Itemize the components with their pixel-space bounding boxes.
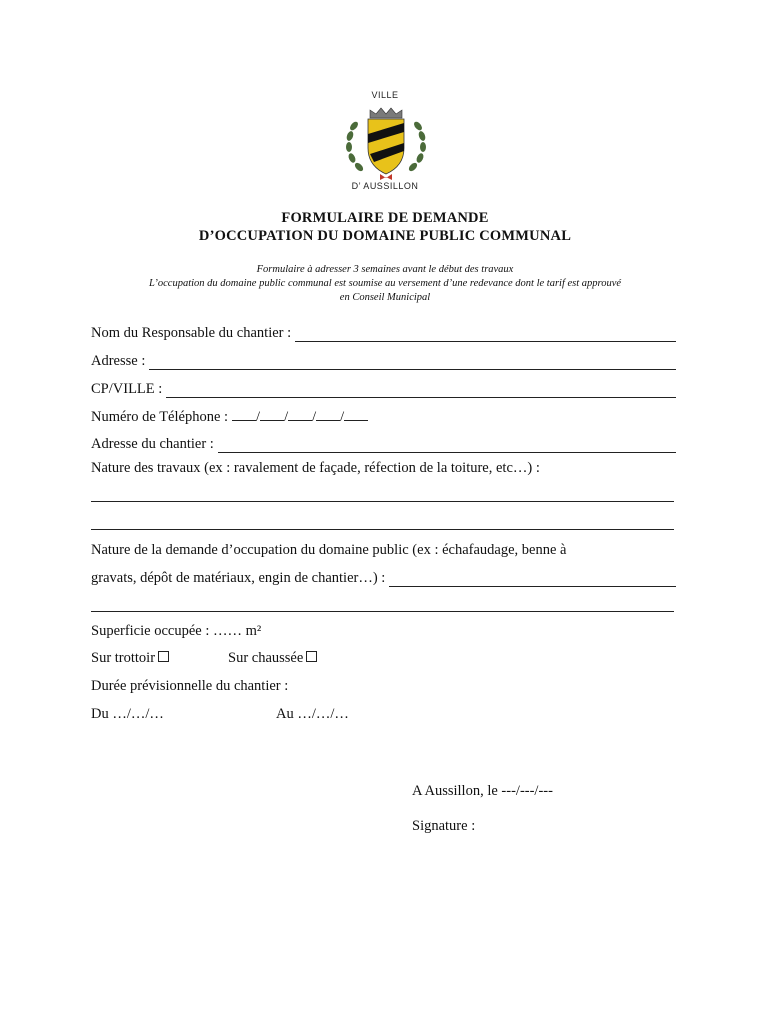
nature-travaux-line-2[interactable] — [91, 529, 674, 530]
form-title-line1: FORMULAIRE DE DEMANDE — [281, 210, 489, 226]
field-adresse-chantier-blank[interactable] — [218, 438, 676, 453]
field-cp-ville-label: CP/VILLE : — [91, 381, 163, 397]
field-nature-demande-label-2: gravats, dépôt de matériaux, engin de chantier…) : — [91, 570, 386, 586]
field-nature-demande-blank[interactable] — [389, 572, 676, 587]
field-responsable-blank[interactable] — [295, 327, 676, 342]
field-nature-demande-label-1: Nature de la demande d’occupation du domaine public (ex : échafaudage, benne à — [91, 542, 567, 558]
field-adresse-chantier-label: Adresse du chantier : — [91, 436, 214, 452]
coat-of-arms-icon — [340, 104, 432, 184]
option-trottoir — [91, 650, 169, 667]
option-chaussee — [228, 650, 317, 667]
note-redevance: L’occupation du domaine public communal est soumise au versement d’une redevance dont le tarif est approuvé — [148, 278, 622, 289]
nature-demande-line-2[interactable] — [91, 611, 674, 612]
note-conseil: en Conseil Municipal — [339, 292, 431, 303]
telephone-blanks[interactable]: / / / / — [232, 408, 368, 426]
commune-label: D’ AUSSILLON — [351, 181, 419, 191]
field-date-debut: Du …/…/… — [91, 706, 164, 722]
lieu-date: A Aussillon, le ---/---/--- — [412, 783, 553, 799]
field-adresse-chantier — [91, 433, 676, 453]
field-adresse-label: Adresse : — [91, 353, 146, 369]
form-title-line2: D’OCCUPATION DU DOMAINE PUBLIC COMMUNAL — [198, 228, 572, 244]
note-deadline: Formulaire à adresser 3 semaines avant le début des travaux — [256, 264, 514, 275]
option-chaussee-label: Sur chaussée — [228, 650, 304, 666]
chaussee-checkbox[interactable] — [306, 651, 317, 662]
field-telephone — [91, 406, 421, 426]
field-nature-demande — [91, 567, 676, 587]
field-date-fin: Au …/…/… — [276, 706, 349, 722]
field-nature-travaux-label: Nature des travaux (ex : ravalement de façade, réfection de la toiture, etc…) : — [91, 460, 540, 476]
trottoir-checkbox[interactable] — [158, 651, 169, 662]
field-cp-ville — [91, 378, 676, 398]
field-adresse-blank[interactable] — [149, 355, 676, 370]
field-responsable — [91, 322, 676, 342]
ville-label: VILLE — [371, 90, 399, 100]
nature-travaux-line-1[interactable] — [91, 501, 674, 502]
option-trottoir-label: Sur trottoir — [91, 650, 156, 666]
field-superficie: Superficie occupée : …… m² — [91, 623, 262, 639]
field-duree: Durée prévisionnelle du chantier : — [91, 678, 289, 694]
field-cp-ville-blank[interactable] — [166, 383, 676, 398]
field-telephone-label: Numéro de Téléphone : — [91, 409, 229, 425]
field-responsable-label: Nom du Responsable du chantier : — [91, 325, 292, 341]
signature-label: Signature : — [412, 818, 476, 834]
field-adresse — [91, 350, 676, 370]
